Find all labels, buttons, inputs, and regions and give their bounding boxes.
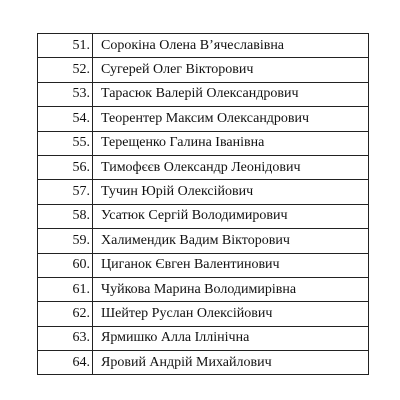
person-name: Тимофєєв Олександр Леонідович: [93, 155, 369, 179]
row-number: 62.: [38, 302, 93, 326]
person-name: Ярмишко Алла Іллінічна: [93, 326, 369, 350]
row-number: 54.: [38, 107, 93, 131]
names-table-body: [38, 34, 369, 375]
person-name: Сорокіна Олена В’ячеславівна: [93, 34, 369, 58]
table-row: [38, 229, 369, 253]
person-name: Терещенко Галина Іванівна: [93, 131, 369, 155]
table-row: [38, 34, 369, 58]
table-row: [38, 155, 369, 179]
row-number: 61.: [38, 277, 93, 301]
row-number: 52.: [38, 58, 93, 82]
row-number: 57.: [38, 180, 93, 204]
row-number: 58.: [38, 204, 93, 228]
person-name: Теорентер Максим Олександрович: [93, 107, 369, 131]
person-name: Сугерей Олег Вікторович: [93, 58, 369, 82]
person-name: Шейтер Руслан Олексійович: [93, 302, 369, 326]
row-number: 53.: [38, 82, 93, 106]
table-row: [38, 131, 369, 155]
names-table: [37, 33, 369, 375]
person-name: Тучин Юрій Олексійович: [93, 180, 369, 204]
table-row: [38, 58, 369, 82]
table-row: [38, 351, 369, 375]
table-row: [38, 107, 369, 131]
row-number: 56.: [38, 155, 93, 179]
row-number: 59.: [38, 229, 93, 253]
row-number: 63.: [38, 326, 93, 350]
row-number: 60.: [38, 253, 93, 277]
table-row: [38, 277, 369, 301]
person-name: Тарасюк Валерій Олександрович: [93, 82, 369, 106]
row-number: 51.: [38, 34, 93, 58]
table-row: [38, 180, 369, 204]
table-row: [38, 302, 369, 326]
person-name: Чуйкова Марина Володимирівна: [93, 277, 369, 301]
row-number: 64.: [38, 351, 93, 375]
table-row: [38, 204, 369, 228]
table-row: [38, 82, 369, 106]
row-number: 55.: [38, 131, 93, 155]
table-row: [38, 253, 369, 277]
person-name: Халимендик Вадим Вікторович: [93, 229, 369, 253]
person-name: Яровий Андрій Михайлович: [93, 351, 369, 375]
person-name: Циганок Євген Валентинович: [93, 253, 369, 277]
table-row: [38, 326, 369, 350]
person-name: Усатюк Сергій Володимирович: [93, 204, 369, 228]
